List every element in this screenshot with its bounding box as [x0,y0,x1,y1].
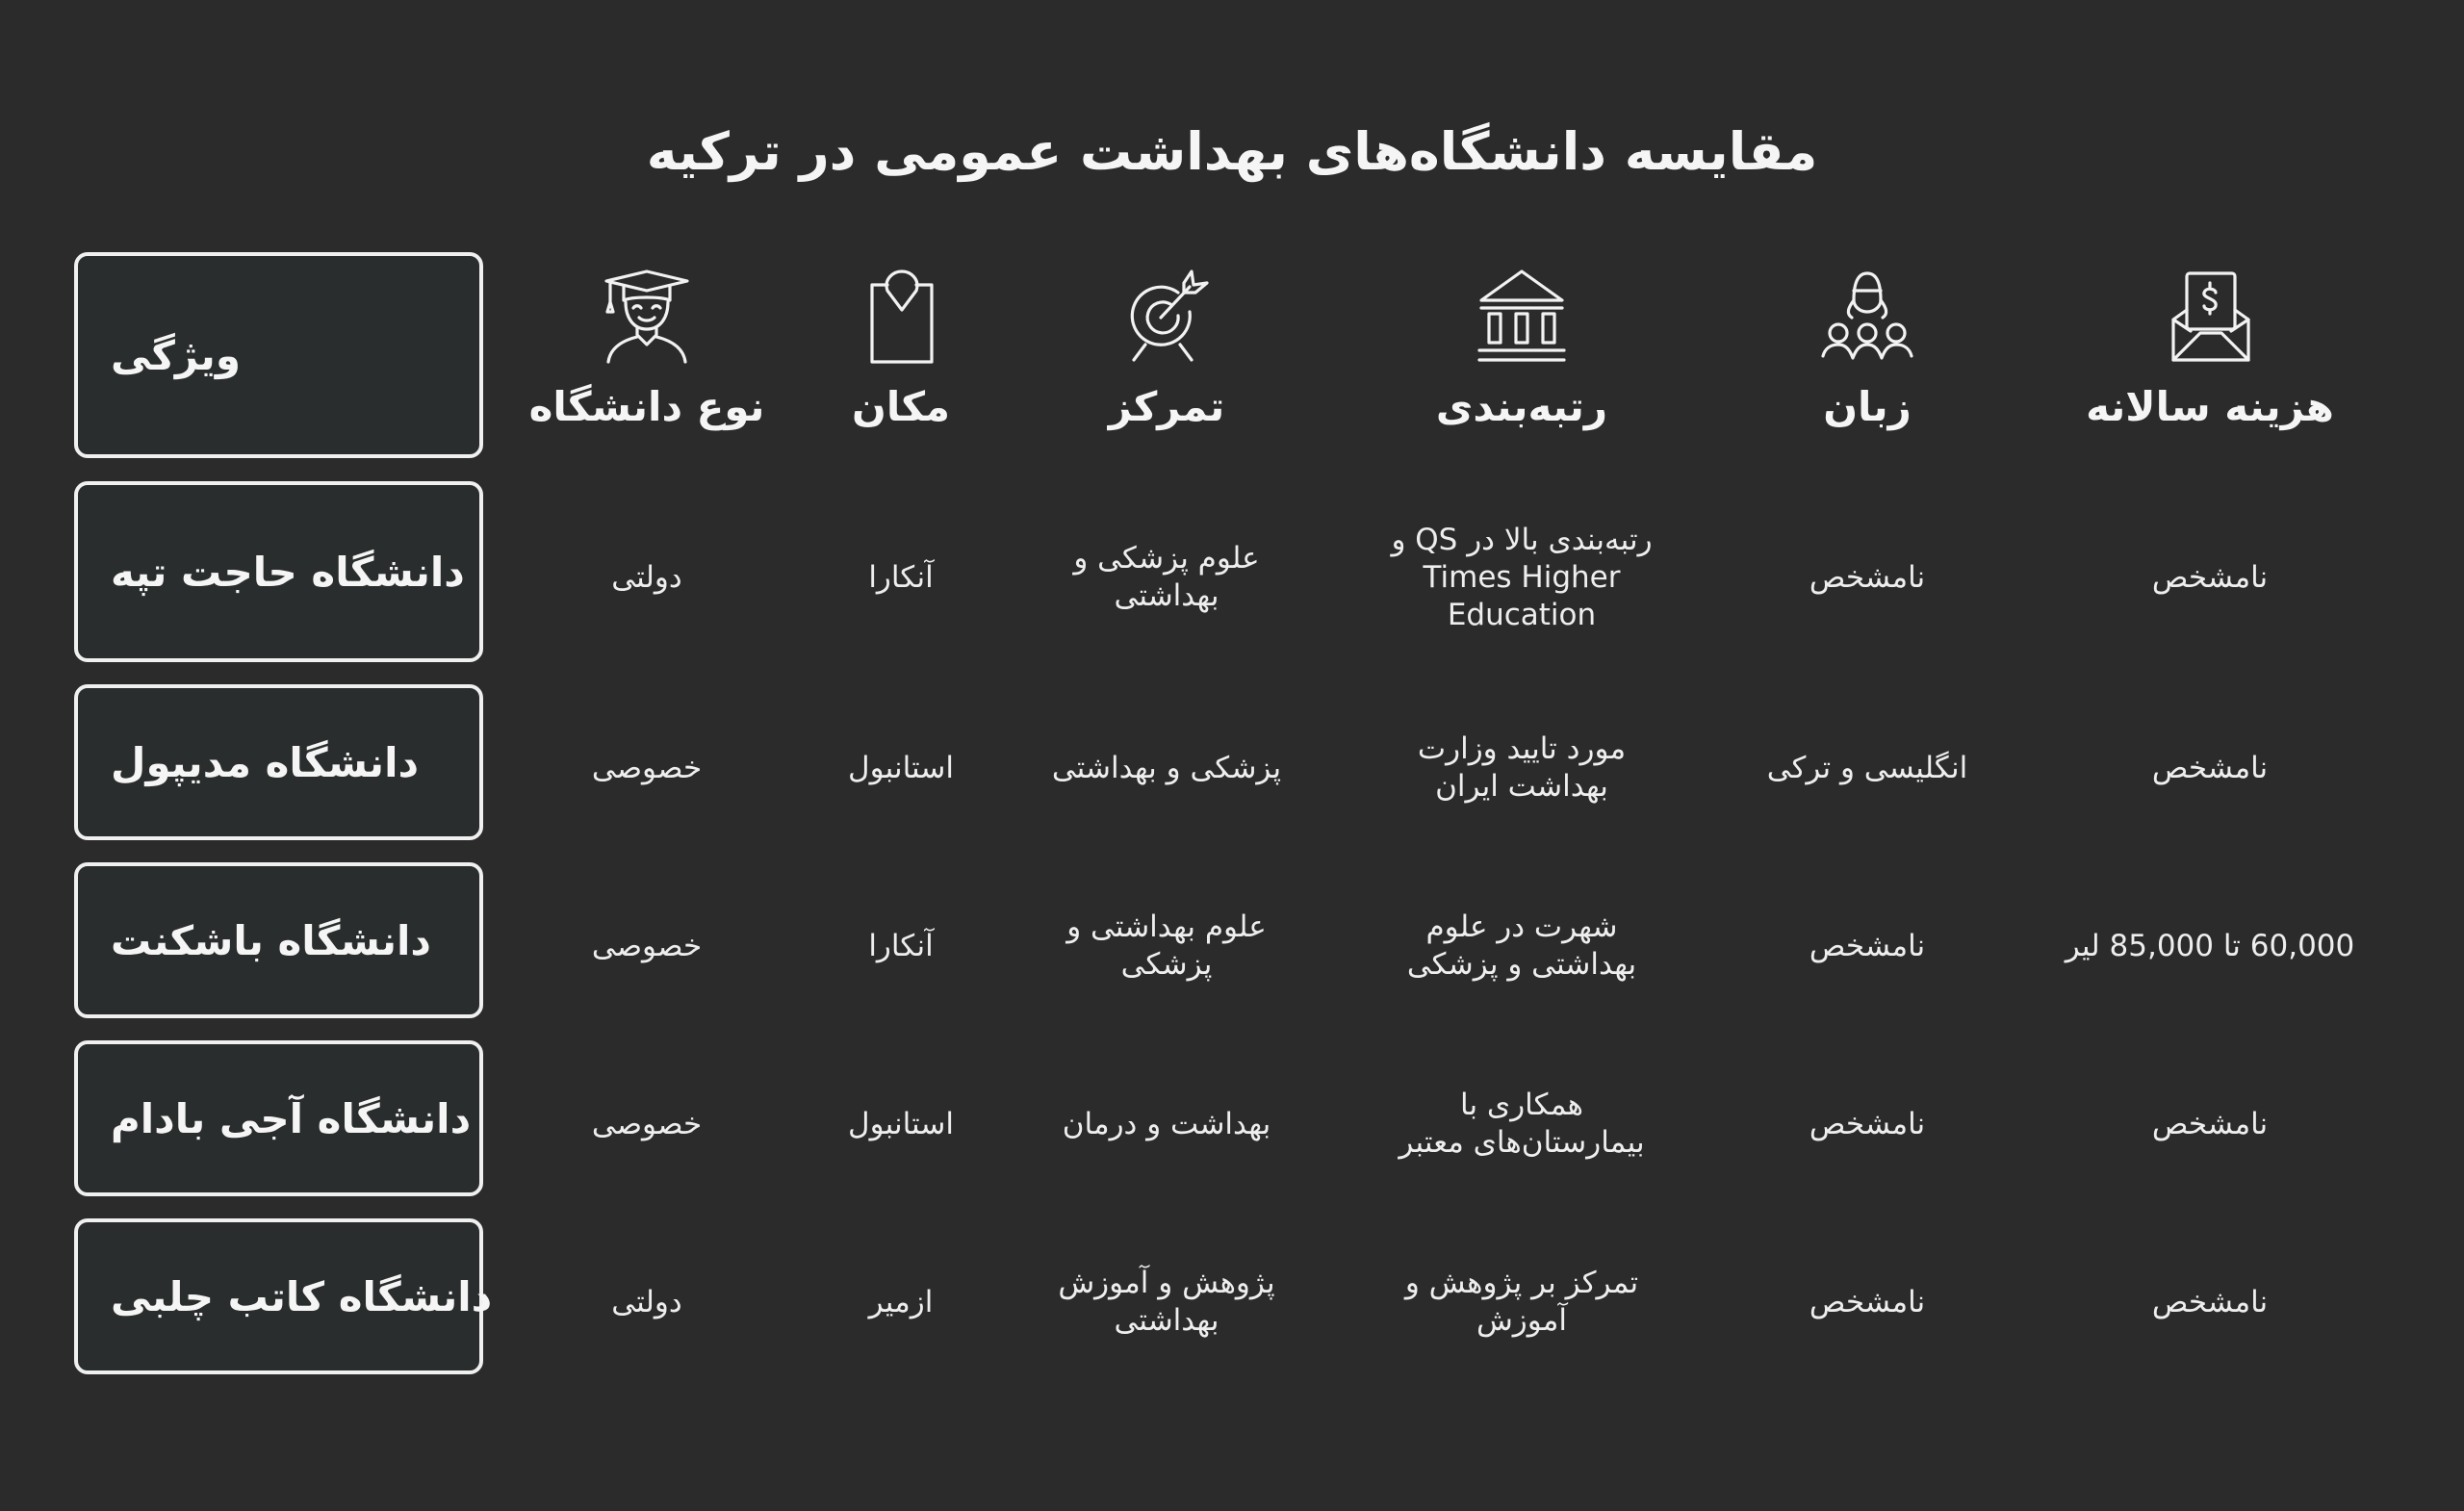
cell-annual-cost: نامشخص [2151,1106,2269,1141]
cell-language: انگلیسی و ترکی [1766,750,1968,785]
column-header-label: مکان [851,383,951,430]
university-box-medipol [74,684,483,840]
cell-location: آنکارا [868,928,934,963]
cell-location: استانبول [848,1106,954,1141]
university-box-hacettepe [74,481,483,662]
column-header-label: تمرکز [1108,383,1225,430]
cell-ranking: شهرت در علوم بهداشتی و پزشکی [1406,909,1637,982]
cell-language: نامشخص [1809,928,1926,963]
column-header-language [1713,269,2021,430]
university-box-acibadem [74,1040,483,1196]
university-name: دانشگاه آجی بادام [111,1094,472,1142]
page-title: مقایسه دانشگاه‌های بهداشت عمومی در ترکیه [646,121,1818,182]
people-group-icon [1819,269,1915,366]
column-header-location [747,269,1055,430]
cell-ranking: همکاری با بیمارستان‌های معتبر [1399,1088,1645,1160]
university-box-katip-celebi [74,1218,493,1374]
cell-focus: پزشکی و بهداشتی [1051,750,1282,785]
column-header-ranking [1368,269,1676,430]
cell-language: نامشخص [1809,1284,1926,1319]
cell-focus: پژوهش و آموزش بهداشتی [1058,1266,1275,1338]
university-name: دانشگاه باشکنت [111,916,431,964]
cell-ranking: مورد تایید وزارت بهداشت ایران [1417,731,1627,804]
cell-type: دولتی [611,1284,682,1319]
university-name: دانشگاه حاجت تپه [111,548,465,596]
cell-language: نامشخص [1809,1106,1926,1141]
cell-annual-cost: نامشخص [2151,559,2269,595]
cell-location: ازمیر [868,1284,934,1319]
column-header-label: هزینه سالانه [2086,383,2334,430]
cell-focus: بهداشت و درمان [1062,1106,1271,1141]
cell-type: دولتی [611,559,682,595]
cell-location: آنکارا [868,559,934,595]
institution-icon [1474,269,1570,366]
column-header-focus [1013,269,1321,430]
target-icon [1118,269,1215,366]
cell-annual-cost: 60,000 تا 85,000 لیر [2065,928,2355,963]
row-header-label: ویژگی [111,331,241,379]
university-box-baskent [74,862,483,1018]
cell-ranking: تمرکز بر پژوهش و آموزش [1404,1266,1639,1338]
row-header-box [74,252,483,458]
cell-annual-cost: نامشخص [2151,750,2269,785]
cell-location: استانبول [848,750,954,785]
column-header-label: نوع دانشگاه [528,383,765,430]
cell-focus: علوم بهداشتی و پزشکی [1066,909,1267,982]
cell-annual-cost: نامشخص [2151,1284,2269,1319]
money-envelope-icon [2162,269,2258,366]
cell-type: خصوصی [591,1106,703,1141]
cell-type: خصوصی [591,928,703,963]
graduate-icon [599,269,695,366]
column-header-label: رتبه‌بندی [1435,383,1608,430]
cell-ranking: رتبه‌بندی بالا در QS و Times Higher Education [1391,522,1653,632]
column-header-label: زبان [1823,383,1912,430]
column-header-annual-cost [2056,269,2364,430]
cell-focus: علوم پزشکی و بهداشتی [1073,541,1260,613]
university-name: دانشگاه کاتب چلبی [111,1272,493,1320]
cell-type: خصوصی [591,750,703,785]
university-name: دانشگاه مدیپول [111,738,420,786]
location-pin-icon [853,269,949,366]
cell-language: نامشخص [1809,559,1926,595]
